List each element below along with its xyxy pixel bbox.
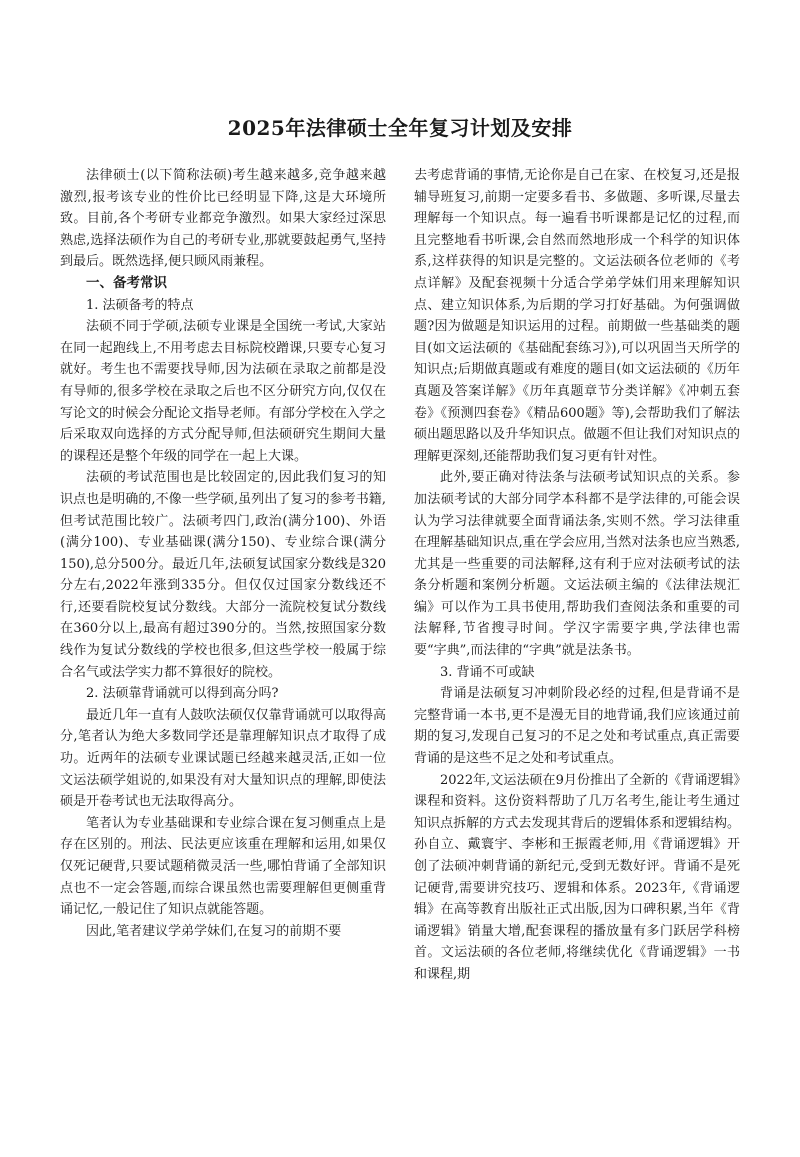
paragraph: 笔者认为专业基础课和专业综合课在复习侧重点上是存在区别的。刑法、民法更应该重在理解和运用,如果仅仅死记硬背,只要试题稍微灵活一些,哪怕背诵了全部知识点也不一定会答题,而综合课虽然也需要理解但更侧重背诵记忆,一般记住了知识点就能答题。 xyxy=(60,815,386,918)
intro-paragraph: 法律硕士(以下简称法硕)考生越来越多,竞争越来越激烈,报考该专业的性价比已经明显下降,这是大环境所致。目前,各个考研专业都竞争激烈。如果大家经过深思熟虑,选择法硕作为自己的考研专业,那就要鼓起勇气,坚持到最后。既然选择,便只顾风雨兼程。 xyxy=(60,168,386,270)
subheading-features: 1. 法硕备考的特点 xyxy=(86,297,194,313)
paragraph: 因此,笔者建议学弟学妹们,在复习的前期不要 xyxy=(86,923,342,939)
paragraph-continued: 去考虑背诵的事情,无论你是自己在家、在校复习,还是报辅导班复习,前期一定要多看书、多做题、多听课,尽量去理解每一个知识点。每一遍看书听课都是记忆的过程,而且完整地看书听课,会自然而然地形成一个科学的知识体系,这样获得的知识是完整的。文运法硕各位老师的《考点详解》及配套视频十分适合学弟学妹们用来理解知识点、建立知识体系,为后期的学习打好基础。为何强调做题?因为做题是知识运用的过程。前期做一些基础类的题目(如文运法硕的《基础配套练习》),可以巩固当天所学的知识点;后期做真题或有难度的题目(如文运法硕的《历年真题及答案详解》《历年真题章节分类详解》《冲刺五套卷》《预测四套卷》《精品600题》等),会帮助我们了解法硕出题思路以及升华知识点。做题不但让我们对知识点的理解更深刻,还能帮助我们复习更有针对性。 xyxy=(414,168,740,464)
page-title: 2025年法律硕士全年复习计划及安排 xyxy=(227,116,573,140)
paragraph: 法硕不同于学硕,法硕专业课是全国统一考试,大家站在同一起跑线上,不用考虑去目标院校蹭课,只要专心复习就好。考生也不需要找导师,因为法硕在录取之前都是没有导师的,很多学校在录取之后也不区分研究方向,仅仅在写论文的时候会分配论文指导老师。有部分学校在入学之后采取双向选择的方式分配导师,但法硕研究生期间大量的课程还是整个年级的同学在一起上大课。 xyxy=(60,319,386,464)
section-heading-basics: 一、备考常识 xyxy=(86,274,167,291)
paragraph: 法硕的考试范围也是比较固定的,因此我们复习的知识点也是明确的,不像一些学硕,虽列出了复习的参考书籍,但考试范围比较广。法硕考四门,政治(满分100)、外语(满分100)、专业基础课(满分150)、专业综合课(满分150),总分500分。最近几年,法硕复试国家分数线是320分左右,2022年涨到335分。但仅仅过国家分数线还不行,还要看院校复试分数线。大部分一流院校复试分数线在360分以上,最高有超过390分的。当然,按照国家分数线作为复试分数线的学校也很多,但这些学校一般属于综合名气或法学实力都不算很好的院校。 xyxy=(60,470,386,680)
paragraph: 背诵是法硕复习冲刺阶段必经的过程,但是背诵不是完整背诵一本书,更不是漫无目的地背诵,我们应该通过前期的复习,发现自己复习的不足之处和考试重点,真正需要背诵的是这些不足之处和考试重点。 xyxy=(414,686,740,767)
paragraph: 最近几年一直有人鼓吹法硕仅仅靠背诵就可以取得高分,笔者认为绝大多数同学还是靠理解知识点才取得了成功。近两年的法硕专业课试题已经越来越灵活,正如一位文运法硕学姐说的,如果没有对大量知识点的理解,即使法硕是开卷考试也无法取得高分。 xyxy=(60,707,386,810)
paragraph: 此外,要正确对待法条与法硕考试知识点的关系。参加法硕考试的大部分同学本科都不是学法律的,可能会误认为学习法律就要全面背诵法条,实则不然。学习法律重在理解基础知识点,重在学会应用,当然对法条也应当熟悉,尤其是一些重要的司法解释,这有利于应对法硕考试的法条分析题和案例分析题。文运法硕主编的《法律法规汇编》可以作为工具书使用,帮助我们查阅法条和重要的司法解释,节省搜寻时间。学汉字需要字典,学法律也需要“字典”,而法律的“字典”就是法条书。 xyxy=(414,470,740,659)
paragraph: 2022年,文运法硕在9月份推出了全新的《背诵逻辑》课程和资料。这份资料帮助了几万名考生,能让考生通过知识点拆解的方式去发现其背后的逻辑体系和逻辑结构。孙自立、戴寰宇、李彬和王振霞老师,用《背诵逻辑》开创了法硕冲刺背诵的新纪元,受到无数好评。背诵不是死记硬背,需要讲究技巧、逻辑和体系。2023年,《背诵逻辑》在高等教育出版社正式出版,因为口碑积累,当年《背诵逻辑》销量大增,配套课程的播放量有多门跃居学科榜首。文运法硕的各位老师,将继续优化《背诵逻辑》一书和课程,期 xyxy=(414,772,740,982)
subheading-recitation: 3. 背诵不可或缺 xyxy=(440,664,535,680)
subheading-memorization-question: 2. 法硕靠背诵就可以得到高分吗? xyxy=(86,686,279,702)
left-column xyxy=(60,165,386,942)
right-column xyxy=(414,165,740,986)
